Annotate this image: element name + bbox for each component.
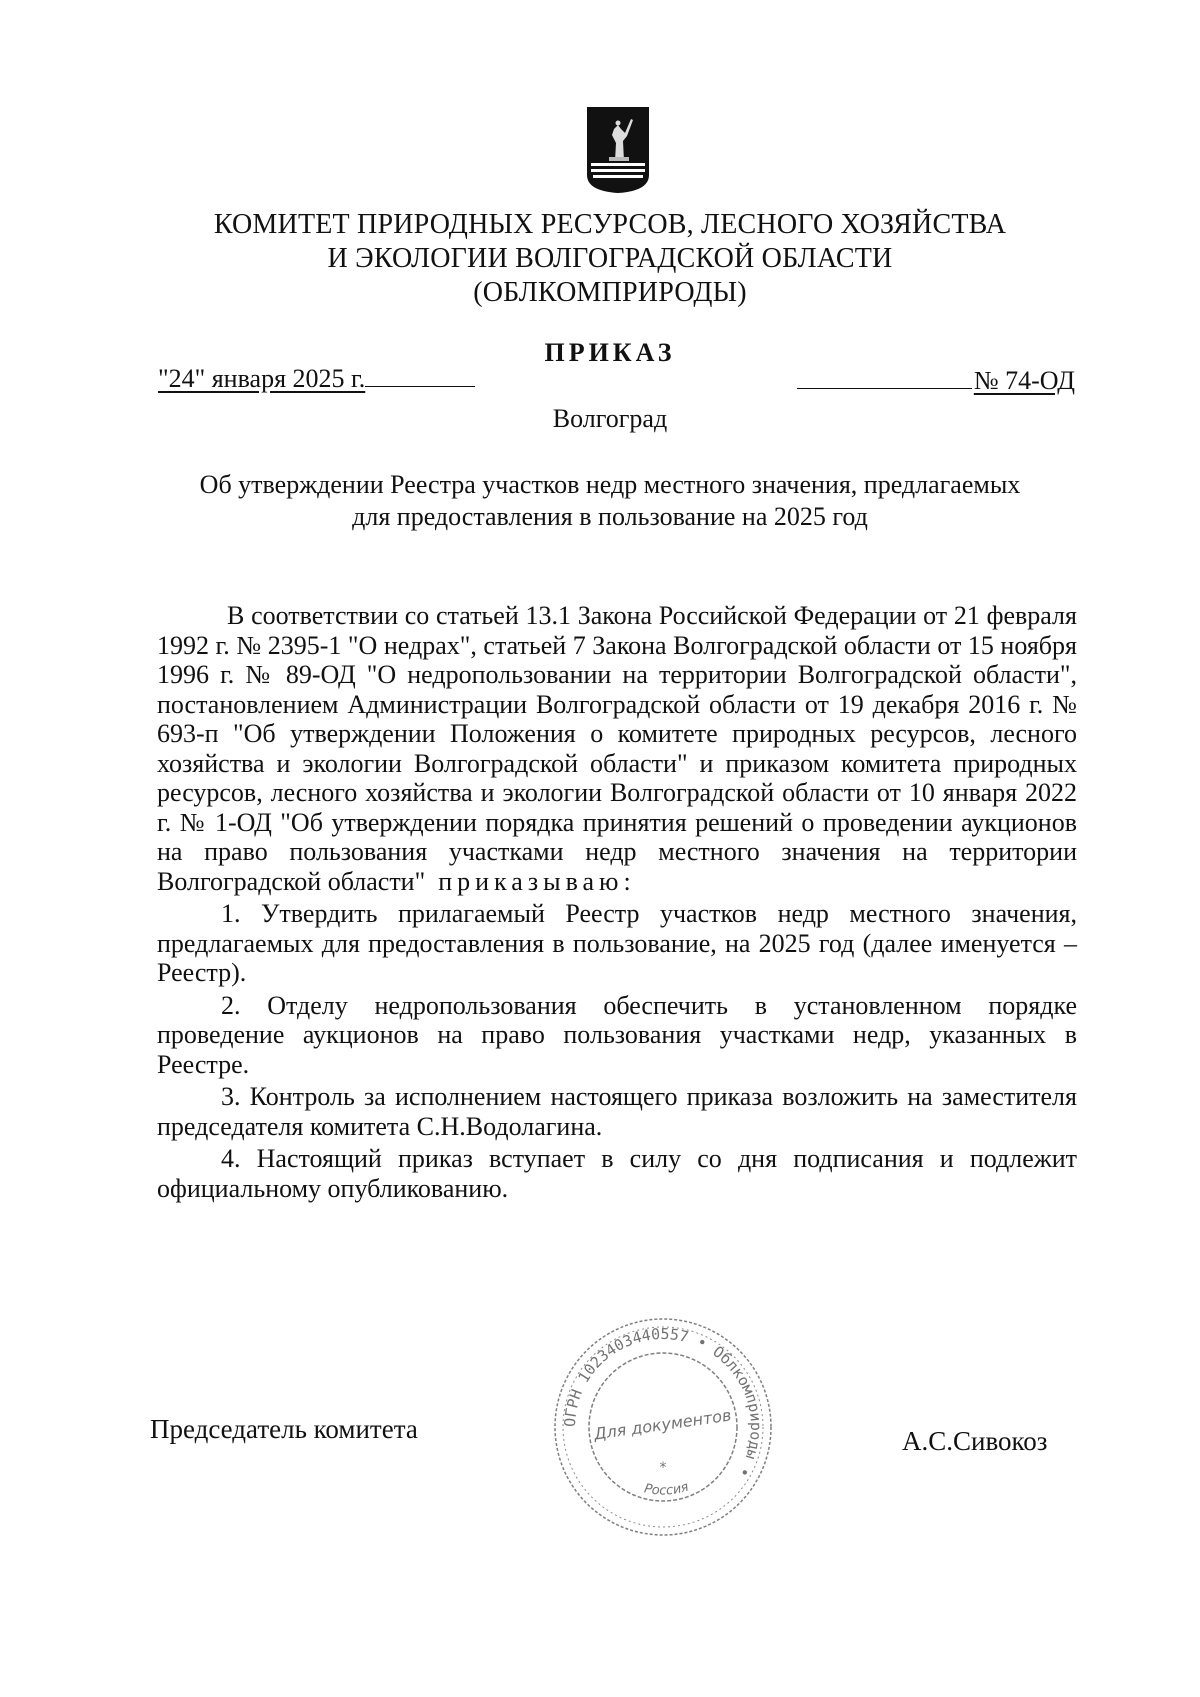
order-subject bbox=[150, 469, 1070, 533]
stamp-center-text: Для документов bbox=[592, 1405, 733, 1444]
number-underline bbox=[797, 366, 972, 389]
order-date: "24" января 2025 г. bbox=[158, 364, 366, 393]
signatory-name: А.С.Сивокоз bbox=[902, 1426, 1048, 1456]
subject-line-1: Об утверждении Реестра участков недр местного значения, предлагаемых bbox=[199, 470, 1021, 499]
organization-name bbox=[150, 208, 1070, 310]
order-number: № 74-ОД bbox=[973, 366, 1075, 395]
stamp-bottom-text: Россия bbox=[642, 1479, 691, 1499]
order-item-3: 3. Контроль за исполнением настоящего приказа возложить на заместителя председателя комитета С.Н.Водолагина. bbox=[157, 1082, 1077, 1141]
order-number-line bbox=[797, 366, 1075, 396]
order-item-1: 1. Утвердить прилагаемый Реестр участков недр местного значения, предлагаемых для предоставления в пользование, на 2025 год (далее именуется – Реестр). bbox=[157, 899, 1077, 987]
subject-line-2: для предоставления в пользование на 2025 год bbox=[352, 502, 868, 531]
preamble-text: В соответствии со статьей 13.1 Закона Российской Федерации от 21 февраля 1992 г. № 2395-1 "О недрах", статьей 7 Закона Волгоградской области от 15 ноября 1996 г. № 89-ОД "О недропользовании на территории Волгоградской области", постановлением Администрации Волгоградской области от 19 декабря 2016 г. № 693-п "Об утверждении Положения о комитете природных ресурсов, лесного хозяйства и экологии Волгоградской области" и приказом комитета природных ресурсов, лесного хозяйства и экологии Волгоградской области от 10 января 2022 г. № 1-ОД "Об утверждении порядка принятия решений о проведении аукционов на право пользования участками недр местного значения на территории Волгоградской области" bbox=[157, 601, 1077, 896]
preamble-paragraph bbox=[157, 601, 1077, 896]
order-body bbox=[157, 601, 1077, 1203]
date-underline bbox=[365, 364, 475, 387]
volgograd-coat-of-arms-icon bbox=[585, 105, 651, 195]
order-date-line bbox=[158, 364, 475, 394]
svg-text:*: * bbox=[659, 1460, 667, 1476]
stamp-ring-text: ОГРН 1023403440557 • Облкомприроды • bbox=[560, 1324, 766, 1481]
org-line-3: (ОБЛКОМПРИРОДЫ) bbox=[473, 277, 747, 308]
org-line-2: И ЭКОЛОГИИ ВОЛГОГРАДСКОЙ ОБЛАСТИ bbox=[327, 243, 893, 274]
signatory-title: Председатель комитета bbox=[150, 1414, 418, 1444]
order-item-2: 2. Отделу недропользования обеспечить в установленном порядке проведение аукционов на право пользования участками недр, указанных в Реестре. bbox=[157, 990, 1077, 1079]
order-city: Волгоград bbox=[552, 404, 668, 433]
official-stamp bbox=[548, 1312, 778, 1542]
order-item-4: 4. Настоящий приказ вступает в силу со дня подписания и подлежит официальному опубликованию. bbox=[157, 1144, 1077, 1203]
org-line-1: КОМИТЕТ ПРИРОДНЫХ РЕСУРСОВ, ЛЕСНОГО ХОЗЯЙСТВА bbox=[213, 209, 1007, 240]
document-type: ПРИКАЗ bbox=[544, 338, 676, 367]
order-word: приказываю: bbox=[438, 866, 636, 896]
